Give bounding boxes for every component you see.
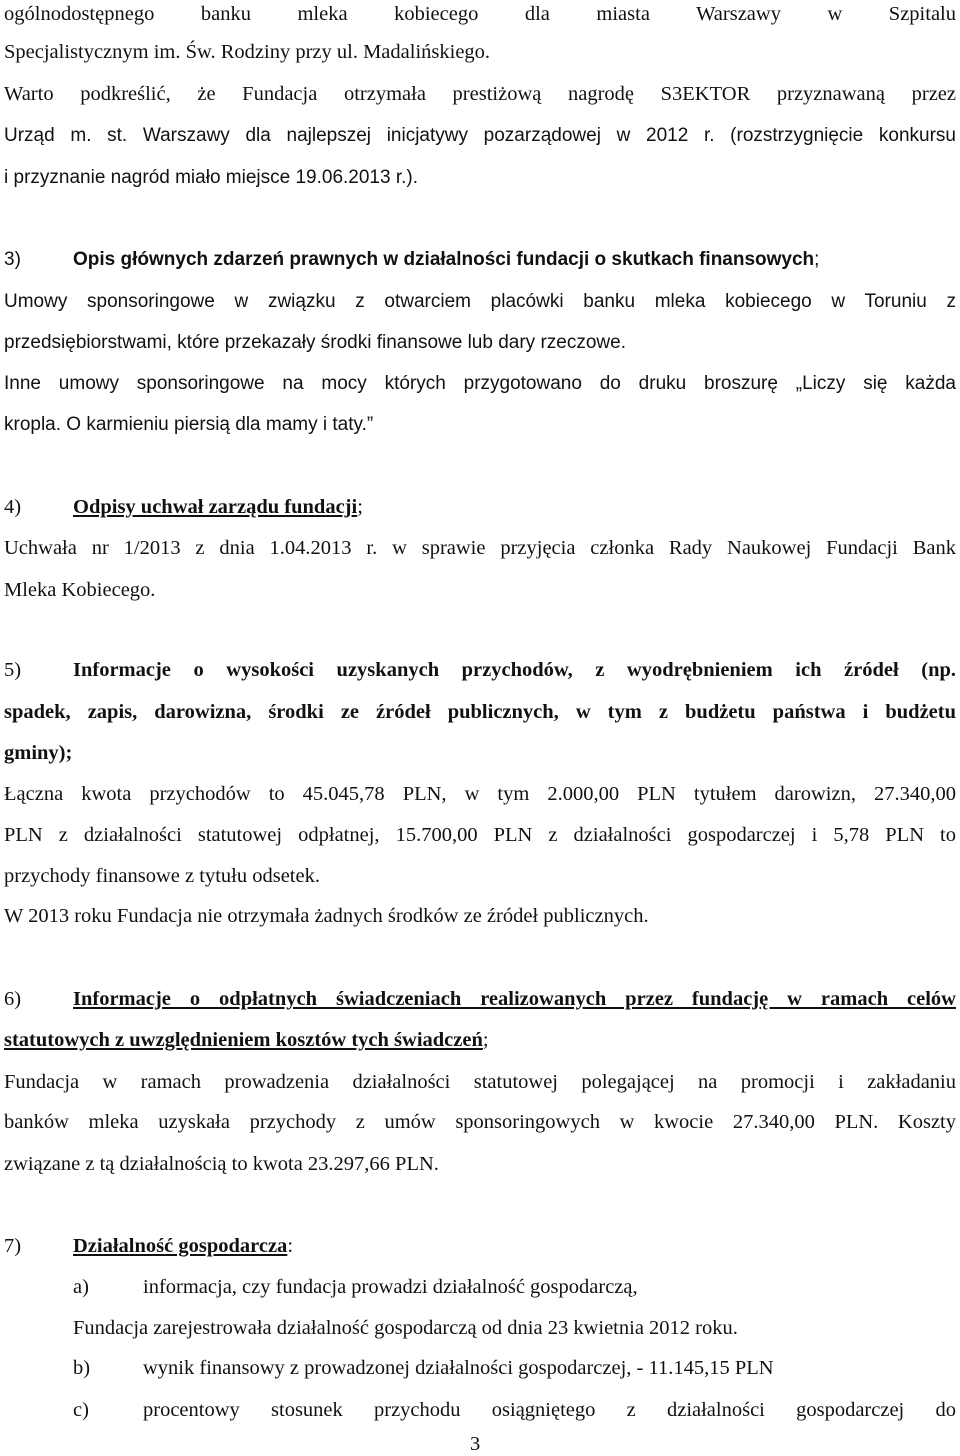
section-3-line-3: Inne umowy sponsoringowe na mocy których przygotowano do druku broszurę „Liczy się każda: [4, 373, 956, 394]
section-3-line-2: przedsiębiorstwami, które przekazały środki finansowe lub dary rzeczowe.: [4, 332, 626, 353]
section-3-title-tail: ;: [814, 249, 820, 270]
section-4-number: 4): [4, 496, 22, 518]
section-5-line-4: W 2013 roku Fundacja nie otrzymała żadnych środków ze źródeł publicznych.: [4, 905, 649, 927]
section-5-line-3: przychody finansowe z tytułu odsetek.: [4, 865, 320, 887]
section-6-heading-line-1: [4, 987, 956, 1011]
item-c-label: c): [73, 1399, 89, 1421]
section-3-line-1: Umowy sponsoringowe w związku z otwarciem placówki banku mleka kobiecego w Toruniu z: [4, 291, 956, 312]
item-b-text: wynik finansowy z prowadzonej działalności gospodarczej, - 11.145,15 PLN: [143, 1357, 774, 1379]
section-6-line-2: banków mleka uzyskała przychody z umów sponsoringowych w kwocie 27.340,00 PLN. Koszty: [4, 1111, 956, 1133]
section-5-number: 5): [4, 659, 22, 681]
intro-line-2: Specjalistycznym im. Św. Rodziny przy ul. Madalińskiego.: [4, 41, 491, 63]
item-c-text: procentowy stosunek przychodu osiągniętego z działalności gospodarczej do: [143, 1399, 956, 1421]
section-5-title-1: Informacje o wysokości uzyskanych przychodów, z wyodrębnieniem ich źródeł (np.: [73, 659, 956, 681]
section-4-line-1: Uchwała nr 1/2013 z dnia 1.04.2013 r. w sprawie przyjęcia członka Rady Naukowej Fundacji Bank: [4, 537, 956, 559]
section-4-heading: [4, 495, 956, 519]
section-3-title: Opis głównych zdarzeń prawnych w działalności fundacji o skutkach finansowych: [73, 249, 815, 270]
item-a-label: a): [73, 1276, 89, 1298]
item-a-note: Fundacja zarejestrowała działalność gospodarczą od dnia 23 kwietnia 2012 roku.: [73, 1317, 738, 1339]
section-7-title-tail: :: [287, 1235, 294, 1257]
item-b-label: b): [73, 1357, 91, 1379]
section-6-line-3: związane z tą działalnością to kwota 23.297,66 PLN.: [4, 1153, 439, 1175]
section-6-title-tail: ;: [482, 1029, 489, 1051]
section-3-number: 3): [4, 249, 21, 270]
intro-line-1: ogólnodostępnego banku mleka kobiecego dla miasta Warszawy w Szpitalu: [4, 3, 956, 25]
intro-line-5: i przyznanie nagród miało miejsce 19.06.2013 r.).: [4, 167, 419, 188]
section-3-heading: [4, 248, 956, 272]
section-3-line-4: kropla. O karmieniu piersią dla mamy i taty.”: [4, 414, 374, 435]
section-6-line-1: Fundacja w ramach prowadzenia działalności statutowej polegającej na promocji i zakładaniu: [4, 1071, 956, 1093]
section-4-title-tail: ;: [357, 496, 363, 518]
section-6-title-1: Informacje o odpłatnych świadczeniach realizowanych przez fundację w ramach celów: [73, 988, 956, 1010]
intro-line-3: Warto podkreślić, że Fundacja otrzymała prestiżową nagrodę S3EKTOR przyznawaną przez: [4, 83, 956, 105]
section-6-title-2: statutowych z uwzględnieniem kosztów tych świadczeń: [4, 1029, 483, 1051]
section-5-line-1: Łączna kwota przychodów to 45.045,78 PLN, w tym 2.000,00 PLN tytułem darowizn, 27.340,00: [4, 783, 956, 805]
intro-line-4: Urząd m. st. Warszawy dla najlepszej inicjatywy pozarządowej w 2012 r. (rozstrzygnięcie konkursu: [4, 125, 956, 146]
section-7-number: 7): [4, 1235, 22, 1257]
section-5-line-2: PLN z działalności statutowej odpłatnej, 15.700,00 PLN z działalności gospodarczej i 5,78 PLN to: [4, 824, 956, 846]
section-5-heading-line-1: [4, 658, 956, 682]
section-4-title: Odpisy uchwał zarządu fundacji: [73, 496, 358, 518]
section-7-heading: [4, 1234, 956, 1258]
section-5-heading-line-3: gminy);: [4, 742, 73, 764]
section-5-heading-line-2: spadek, zapis, darowizna, środki ze źródeł publicznych, w tym z budżetu państwa i budżetu: [4, 701, 956, 723]
section-6-heading-line-2: [4, 1028, 956, 1052]
item-a-text: informacja, czy fundacja prowadzi działalność gospodarczą,: [143, 1276, 638, 1298]
page-number: 3: [470, 1433, 481, 1455]
section-4-line-2: Mleka Kobiecego.: [4, 579, 156, 601]
section-7-title: Działalność gospodarcza: [73, 1235, 288, 1257]
section-6-number: 6): [4, 988, 22, 1010]
